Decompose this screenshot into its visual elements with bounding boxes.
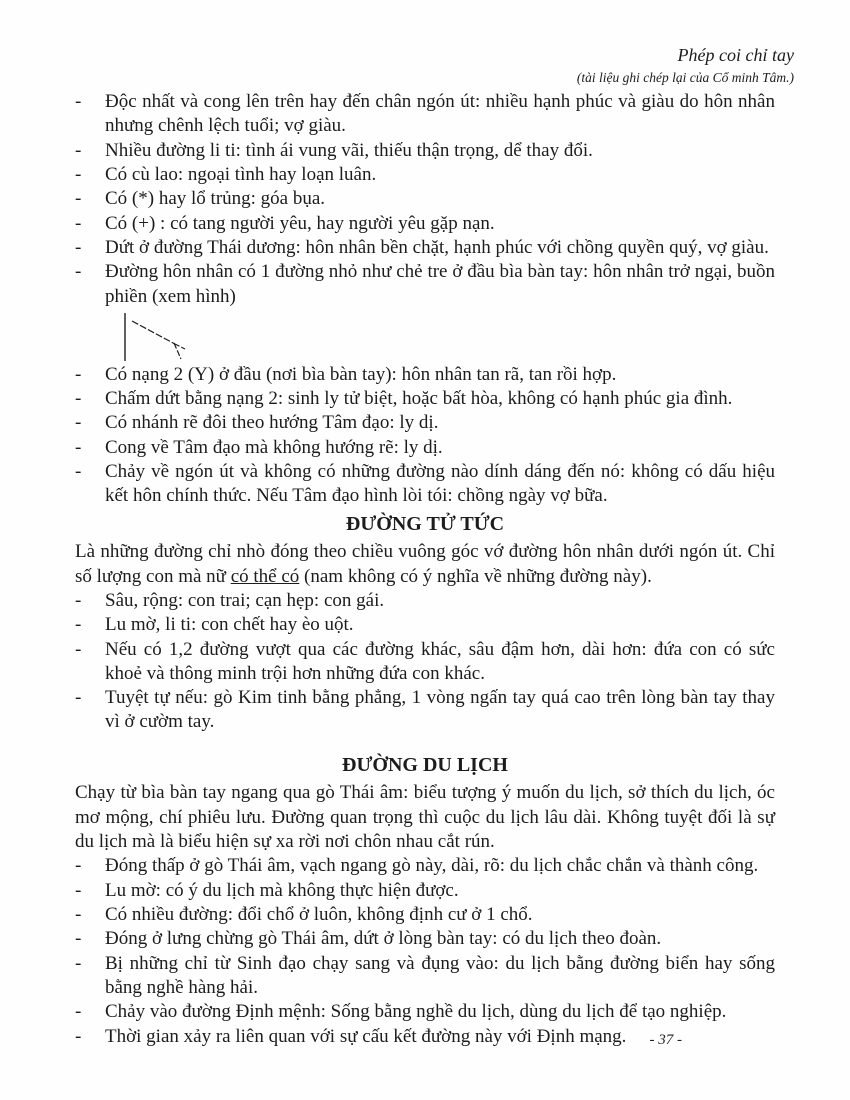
list-item [75,90,775,139]
bullet-dash: - [75,589,82,611]
bullet-text: Có (*) hay lổ trủng: góa bụa. [105,188,326,210]
tu-tuc-bullets [75,589,775,735]
bullet-text: Thời gian xảy ra liên quan với sự cấu kết đường này với Định mạng. [105,1025,627,1047]
bullet-text: Dứt ở đường Thái dương: hôn nhân bền chặt, hạnh phúc với chồng quyền quý, vợ giàu. [105,236,769,258]
list-item [75,212,775,236]
list-item [75,589,775,613]
bullet-text: Chảy về ngón út và không có những đường nào dính dáng đến nó: không có dấu hiệu kết hôn chính thức. Nếu Tâm đạo hình lòi tói: chồng ngày vợ bữa. [105,461,775,507]
list-item [75,236,775,260]
list-item [75,260,775,309]
bullet-text: Nếu có 1,2 đường vượt qua các đường khác, sâu đậm hơn, dài hơn: đứa con có sức khoẻ và thông minh trội hơn những đứa con khác. [105,638,775,684]
list-item [75,411,775,435]
bullet-text: Nhiều đường li ti: tình ái vung vãi, thiếu thận trọng, dể thay đổi. [105,139,593,161]
bullet-text: Có cù lao: ngoại tình hay loạn luân. [105,163,377,185]
marriage-line-figure [113,311,775,363]
header-title: Phép coi chỉ tay [677,45,794,65]
section-heading-du-lich: ĐƯỜNG DU LỊCH [342,753,508,776]
list-item [75,927,775,951]
section-heading-tu-tuc: ĐƯỜNG TỬ TỨC [345,512,505,535]
bullet-dash: - [75,388,82,410]
bullet-text: Cong về Tâm đạo mà không hướng rẽ: ly dị. [105,436,443,458]
bullet-text: Có nhánh rẽ đôi theo hướng Tâm đạo: ly dị. [105,412,439,434]
bullet-text: Đường hôn nhân có 1 đường nhỏ như chẻ tre ở đầu bìa bàn tay: hôn nhân trở ngại, buồn phiền (xem hình) [105,261,775,307]
bullet-dash: - [75,436,82,458]
bullet-dash: - [75,139,82,161]
page-number: - 37 - [649,1031,682,1048]
list-item [75,363,775,387]
bullet-text: Đóng thấp ở gò Thái âm, vạch ngang gò này, dài, rõ: du lịch chắc chắn và thành công. [105,855,759,877]
bullet-dash: - [75,952,82,974]
bullet-dash: - [75,91,82,112]
intro-text: (nam không có ý nghĩa về những đường này). [299,565,652,587]
list-item [75,163,775,187]
bullet-dash: - [75,903,82,925]
list-item [75,1000,775,1024]
marriage-bullets-top [75,90,775,309]
tu-tuc-intro [75,540,775,589]
du-lich-bullets [75,854,775,1049]
bullet-text: Có (+) : có tang người yêu, hay người yêu gặp nạn. [105,212,495,234]
list-item [75,613,775,637]
list-item [75,854,775,878]
bullet-text: Có nạng 2 (Y) ở đầu (nơi bìa bàn tay): hôn nhân tan rã, tan rồi hợp. [105,363,617,385]
bullet-text: Độc nhất và cong lên trên hay đến chân ngón út: nhiều hạnh phúc và giàu do hôn nhân nhưng chênh lệch tuổi; vợ giàu. [105,91,775,137]
list-item [75,903,775,927]
list-item [75,879,775,903]
list-item [75,686,775,735]
bullet-dash: - [75,261,82,283]
bullet-dash: - [75,879,82,901]
bullet-text: Lu mờ, li ti: con chết hay èo uột. [105,614,354,636]
bullet-text: Có nhiều đường: đổi chổ ở luôn, không định cư ở 1 chổ. [105,903,533,925]
bullet-text: Đóng ở lưng chừng gò Thái âm, dứt ở lòng bàn tay: có du lịch theo đoàn. [105,928,662,950]
bullet-dash: - [75,855,82,877]
bullet-dash: - [75,412,82,434]
header-subtitle: (tài liệu ghi chép lại của Cổ minh Tâm.) [576,70,794,86]
list-item [75,638,775,687]
bullet-dash: - [75,1025,82,1047]
bullet-dash: - [75,638,82,660]
page-body [75,90,775,1049]
split-line-sketch-icon [113,311,233,363]
list-item [75,952,775,1001]
bullet-text: Tuyệt tự nếu: gò Kim tinh bằng phẳng, 1 vòng ngấn tay quá cao trên lòng bàn tay thay vì ở cườm tay. [105,687,775,733]
bullet-dash: - [75,236,82,258]
bullet-dash: - [75,163,82,185]
intro-underlined-text: có thể có [230,565,300,587]
list-item [75,460,775,509]
bullet-dash: - [75,1001,82,1023]
bullet-dash: - [75,212,82,234]
intro-text: Là những đường chỉ nhò đóng theo chiều vuông góc vớ đường hôn nhân dưới ngón út. Chỉ số lượng con mà nữ [75,541,775,587]
list-item [75,187,775,211]
list-item [75,387,775,411]
list-item [75,139,775,163]
bullet-dash: - [75,363,82,385]
bullet-dash: - [75,687,82,709]
bullet-text: Chấm dứt bằng nạng 2: sinh ly tử biệt, hoặc bất hòa, không có hạnh phúc gia đình. [105,388,733,410]
bullet-text: Bị những chỉ từ Sinh đạo chạy sang và đụng vào: du lịch bằng đường biển hay sống bằng nghề hàng hải. [105,952,775,998]
bullet-dash: - [75,461,82,483]
du-lich-intro: Chạy từ bìa bàn tay ngang qua gò Thái âm: biểu tượng ý muốn du lịch, sở thích du lịch, óc mơ mộng, chí phiêu lưu. Đường quan trọng thì cuộc du lịch lâu dài. Không tuyệt đối là sự du lịch mà là biểu hiện sự xa rời nơi chôn nhau cắt rún. [75,782,775,852]
bullet-text: Lu mờ: có ý du lịch mà không thực hiện được. [105,879,459,901]
bullet-dash: - [75,188,82,210]
list-item [75,436,775,460]
page-header [577,44,794,86]
bullet-text: Sâu, rộng: con trai; cạn hẹp: con gái. [105,589,385,611]
bullet-dash: - [75,614,82,636]
marriage-bullets-bottom [75,363,775,509]
page-footer [650,1031,683,1050]
bullet-text: Chảy vào đường Định mệnh: Sống bằng nghề du lịch, dùng du lịch để tạo nghiệp. [105,1001,727,1023]
bullet-dash: - [75,928,82,950]
